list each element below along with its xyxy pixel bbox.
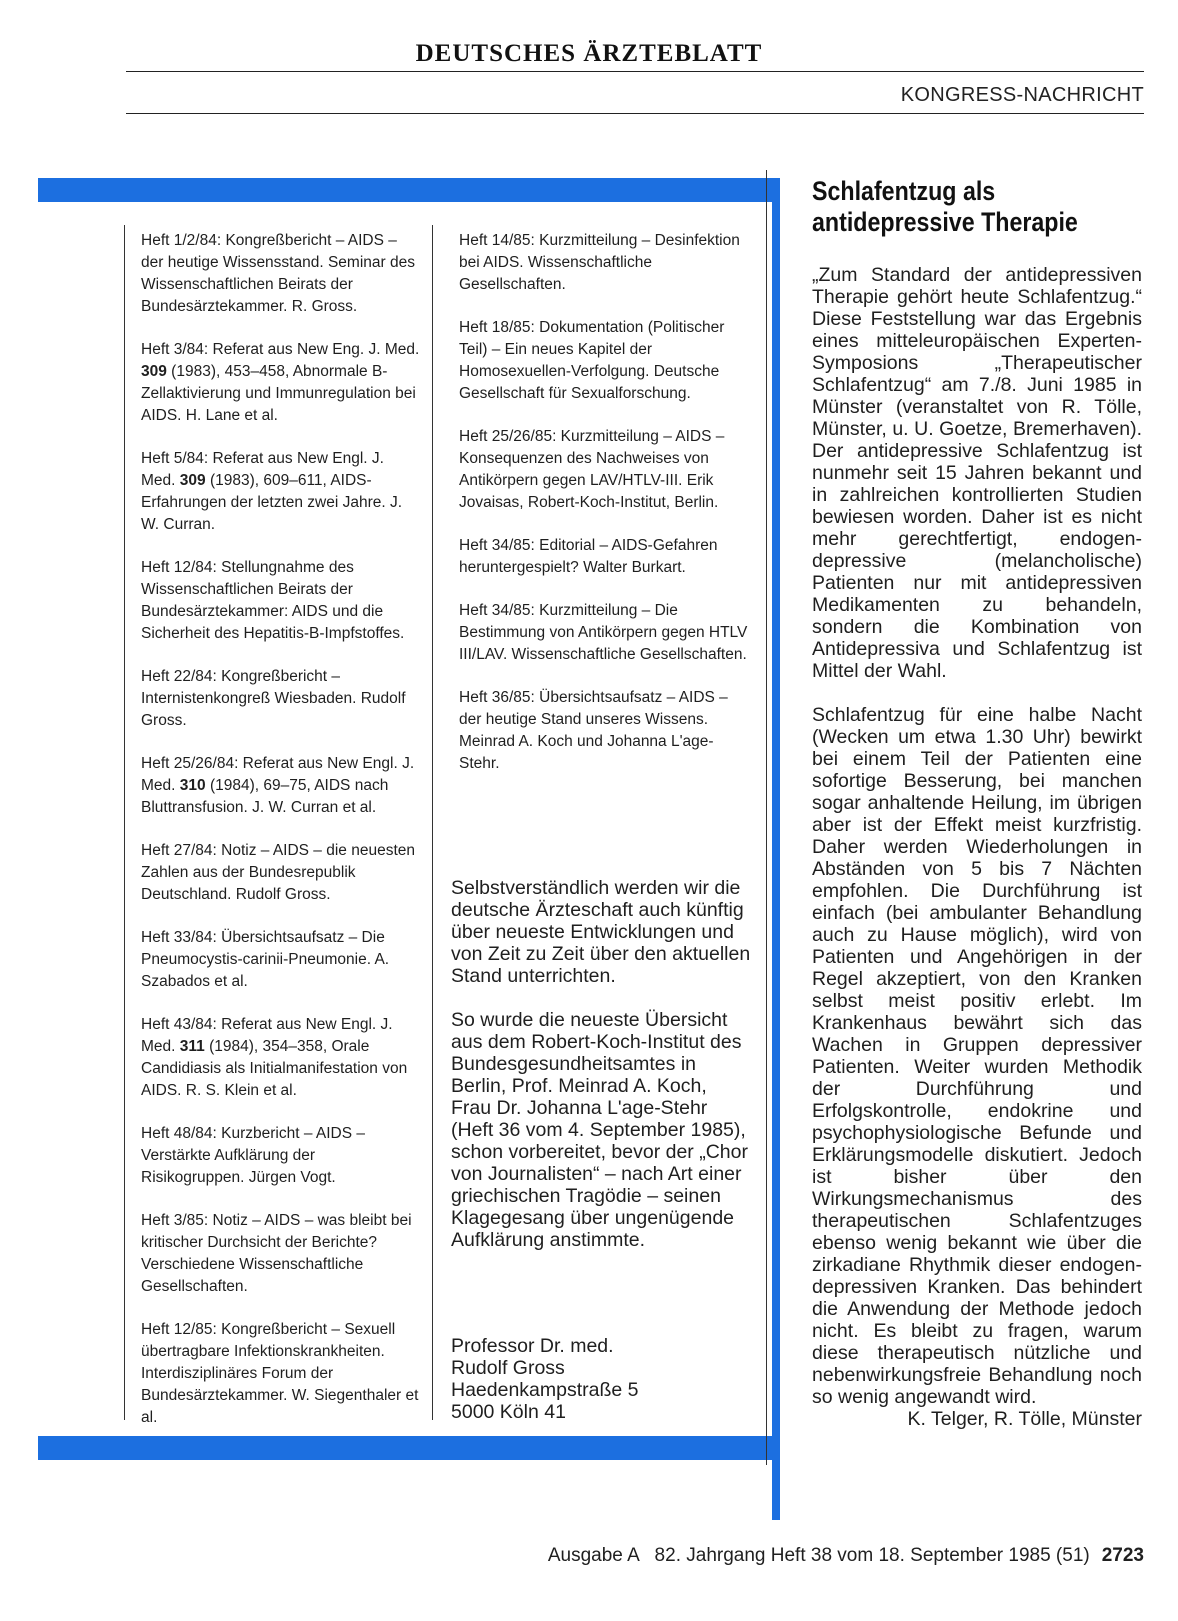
reference-item: Heft 25/26/85: Kurzmitteilung – AIDS – Konsequenzen des Nachweises von Antikörpern gegen LAV/HTLV-III. Erik Jovaisas, Robert-Koch-Institut, Berlin.	[459, 428, 725, 511]
address-line: Professor Dr. med.	[451, 1335, 614, 1357]
body-paragraph: Schlafentzug für eine halbe Nacht (Wecken um etwa 1.30 Uhr) bewirkt bei einem Teil der Patienten eine sofortige Besserung, bei manchen sogar anhaltende Heilung, im übrigen aber ist der Effekt meist kurzfristig. Daher werden Wiederholungen in Abständen von 5 bis 7 Nächten empfohlen. Die Durchführung ist einfach (bei ambulanter Behandlung auch zu Hause möglich), wird von Patienten und Angehörigen in der Regel akzeptiert, von den Kranken selbst meist positiv erlebt. Im Krankenhaus bewährt sich das Wachen in Gruppen depressiver Patienten. Weiter wurden Methodik der Durchführung und Erfolgskontrolle, endokrine und psychophysiologische Befunde und Erklärungsmodelle diskutiert. Jedoch ist bisher über den Wirkungsmechanismus des therapeutischen Schlafentzuges ebenso wenig bekannt wie über die zirkadiane Rhythmik dieser endogen-depressiven Kranken. Das behindert die Anwendung der Methode jedoch nicht. Es bleibt zu fragen, warum diese therapeutisch nützliche und nebenwirkungsfreie Behandlung noch so wenig angewandt wird.	[812, 704, 1142, 1408]
masthead: DEUTSCHES ÄRZTEBLATT	[415, 40, 763, 67]
left-column-rule	[124, 225, 125, 1420]
reference-item: Heft 1/2/84: Kongreßbericht – AIDS – der heutige Wissensstand. Seminar des Wissenschaftlichen Beirats der Bundesärztekammer. R. Gross.	[141, 232, 415, 315]
frame-top-bar	[38, 178, 780, 202]
reference-item: Heft 22/84: Kongreßbericht – Internistenkongreß Wiesbaden. Rudolf Gross.	[141, 668, 406, 729]
page-number: 2723	[1101, 1545, 1144, 1566]
reference-item: Heft 5/84: Referat aus New Engl. J. Med. 309 (1983), 609–611, AIDS-Erfahrungen der letzten zwei Jahre. J. W. Curran.	[141, 450, 403, 533]
right-column-rule	[766, 170, 767, 1465]
reference-item: Heft 3/85: Notiz – AIDS – was bleibt bei kritischer Durchsicht der Berichte? Verschiedene Wissenschaftliche Gesellschaften.	[141, 1212, 412, 1295]
section-label: KONGRESS-NACHRICHT	[900, 84, 1144, 106]
reference-item: Heft 3/84: Referat aus New Eng. J. Med. 309 (1983), 453–458, Abnormale B-Zellaktivierung und Immunregulation bei AIDS. H. Lane et al.	[141, 341, 420, 424]
reference-item: Heft 36/85: Übersichtsaufsatz – AIDS – der heutige Stand unseres Wissens. Meinrad A. Koch und Johanna L'age-Stehr.	[459, 689, 728, 772]
section-rule	[126, 113, 1144, 114]
reference-item: Heft 48/84: Kurzbericht – AIDS – Verstärkte Aufklärung der Risikogruppen. Jürgen Vogt.	[141, 1125, 366, 1186]
reference-item: Heft 25/26/84: Referat aus New Engl. J. Med. 310 (1984), 69–75, AIDS nach Bluttransfusion. J. W. Curran et al.	[141, 755, 415, 816]
reference-list-middle	[459, 230, 751, 796]
reference-item: Heft 27/84: Notiz – AIDS – die neuesten Zahlen aus der Bundesrepublik Deutschland. Rudolf Gross.	[141, 842, 416, 903]
reference-list-left	[141, 230, 422, 1450]
issue-info: Ausgabe A 82. Jahrgang Heft 38 vom 18. September 1985 (51)	[547, 1545, 1090, 1566]
sidebar-article-title: Schlafentzug als antidepressive Therapie	[812, 176, 1078, 237]
reference-item: Heft 43/84: Referat aus New Engl. J. Med. 311 (1984), 354–358, Orale Candidiasis als Initialmanifestation von AIDS. R. S. Klein et al.	[141, 1016, 408, 1099]
address-line: Haedenkampstraße 5	[451, 1379, 639, 1401]
reference-item: Heft 12/84: Stellungnahme des Wissenschaftlichen Beirats der Bundesärztekammer: AIDS und die Sicherheit des Hepatitis-B-Impfstoffes.	[141, 559, 405, 642]
page-footer	[0, 1545, 1144, 1567]
middle-body-text	[451, 877, 751, 1273]
reference-item: Heft 33/84: Übersichtsaufsatz – Die Pneumocystis-carinii-Pneumonie. A. Szabados et al.	[141, 929, 390, 990]
masthead-rule	[126, 71, 1144, 72]
sidebar-article-author: K. Telger, R. Tölle, Münster	[907, 1408, 1142, 1430]
sidebar-article-body	[812, 264, 1142, 1430]
address-line: Rudolf Gross	[451, 1357, 565, 1379]
author-address	[451, 1335, 751, 1423]
middle-column-rule	[432, 225, 433, 1420]
body-paragraph: „Zum Standard der antidepressiven Therapie gehört heute Schlafentzug.“ Diese Feststellung war das Ergebnis eines mitteleuropäischen Experten-Symposions „Therapeutischer Schlafentzug“ am 7./8. Juni 1985 in Münster (veranstaltet von R. Tölle, Münster, u. U. Goetze, Bremerhaven). Der antidepressive Schlafentzug ist nunmehr seit 15 Jahren bekannt und in zahlreichen kontrollierten Studien bewiesen worden. Daher ist es nicht mehr gerechtfertigt, endogen-depressive (melancholische) Patienten nur mit antidepressiven Medikamenten zu behandeln, sondern die Kombination von Antidepressiva und Schlafentzug ist Mittel der Wahl.	[812, 264, 1142, 682]
frame-right-edge	[772, 185, 780, 1520]
reference-item: Heft 18/85: Dokumentation (Politischer Teil) – Ein neues Kapitel der Homosexuellen-Verfolgung. Deutsche Gesellschaft für Sexualforschung.	[459, 319, 725, 402]
body-paragraph: So wurde die neueste Übersicht aus dem Robert-Koch-Institut des Bundesgesundheitsamtes in Berlin, Prof. Meinrad A. Koch, Frau Dr. Johanna L'age-Stehr (Heft 36 vom 4. September 1985), schon vorbereitet, bevor der „Chor von Journalisten“ – nach Art einer griechischen Tragödie – seinen Klagegesang über ungenügende Aufklärung anstimmte.	[451, 1009, 748, 1251]
reference-item: Heft 34/85: Kurzmitteilung – Die Bestimmung von Antikörpern gegen HTLV III/LAV. Wissenschaftliche Gesellschaften.	[459, 602, 748, 663]
body-paragraph: Selbstverständlich werden wir die deutsche Ärzteschaft auch künftig über neueste Entwicklungen und von Zeit zu Zeit über den aktuellen Stand unterrichten.	[451, 877, 751, 987]
reference-item: Heft 14/85: Kurzmitteilung – Desinfektion bei AIDS. Wissenschaftliche Gesellschaften.	[459, 232, 740, 293]
reference-item: Heft 12/85: Kongreßbericht – Sexuell übertragbare Infektionskrankheiten. Interdisziplinäres Forum der Bundesärztekammer. W. Siegenthaler et al.	[141, 1321, 419, 1426]
reference-item: Heft 34/85: Editorial – AIDS-Gefahren heruntergespielt? Walter Burkart.	[459, 537, 718, 576]
address-line: 5000 Köln 41	[451, 1401, 566, 1423]
